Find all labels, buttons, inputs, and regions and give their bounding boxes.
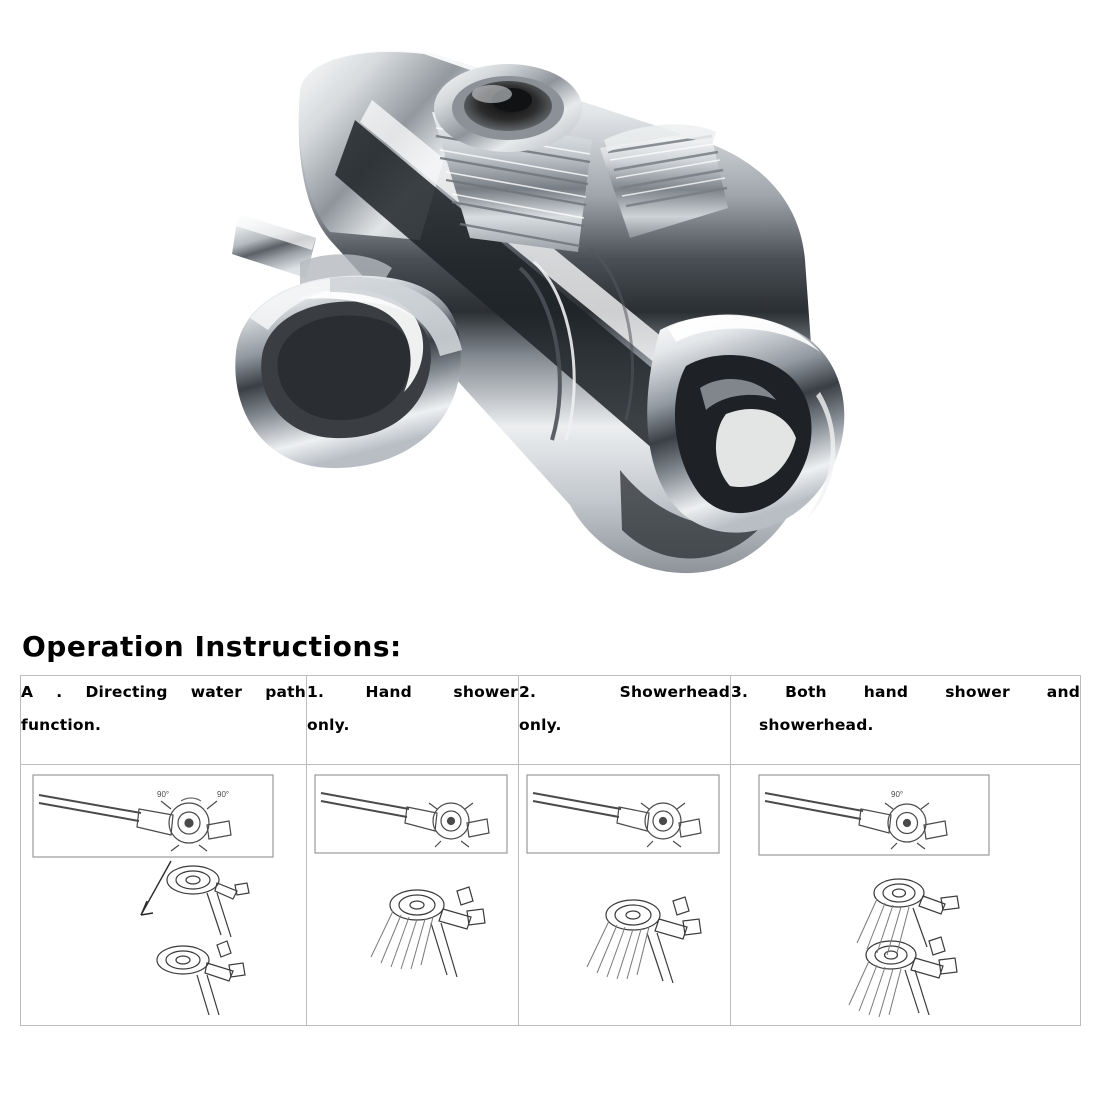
handheld-holder-cradle: [235, 276, 462, 468]
diagram-hand-shower-only: [307, 765, 518, 1025]
diagram-showerhead-only: [519, 765, 730, 1025]
showerhead-holder-cup: [647, 315, 844, 533]
heading-a-line2: function.: [21, 715, 102, 734]
figure-cell-3: [731, 765, 1081, 1026]
table-row-headings: [21, 676, 1081, 765]
heading-2-line1: 2. Showerhead: [519, 683, 730, 701]
instructions-title: Operation Instructions:: [22, 630, 402, 663]
diagram-directing-water-path: [21, 765, 306, 1025]
diagram-both-hand-shower-and-showerhead: [731, 765, 1080, 1025]
instruction-heading-3: [731, 676, 1081, 765]
instruction-heading-1: [307, 676, 519, 765]
figure-cell-2: [519, 765, 731, 1026]
table-row-figures: [21, 765, 1081, 1026]
operation-instructions-section: [0, 620, 1100, 1026]
instruction-heading-2: [519, 676, 731, 765]
svg-text:90°: 90°: [217, 790, 230, 799]
figure-cell-1: [307, 765, 519, 1026]
figure-cell-a: [21, 765, 307, 1026]
heading-1-line1: 1. Hand shower: [307, 683, 518, 701]
heading-a-line1: A . Directing water path: [21, 683, 306, 701]
heading-3-line2: showerhead.: [759, 715, 874, 734]
heading-1-line2: only.: [307, 715, 350, 734]
instructions-table: [20, 675, 1081, 1026]
instruction-heading-a: [21, 676, 307, 765]
svg-text:90°: 90°: [891, 790, 904, 799]
heading-3-line1: 3. Both hand shower and: [731, 683, 1080, 701]
heading-2-line2: only.: [519, 715, 562, 734]
svg-text:90°: 90°: [157, 790, 170, 799]
